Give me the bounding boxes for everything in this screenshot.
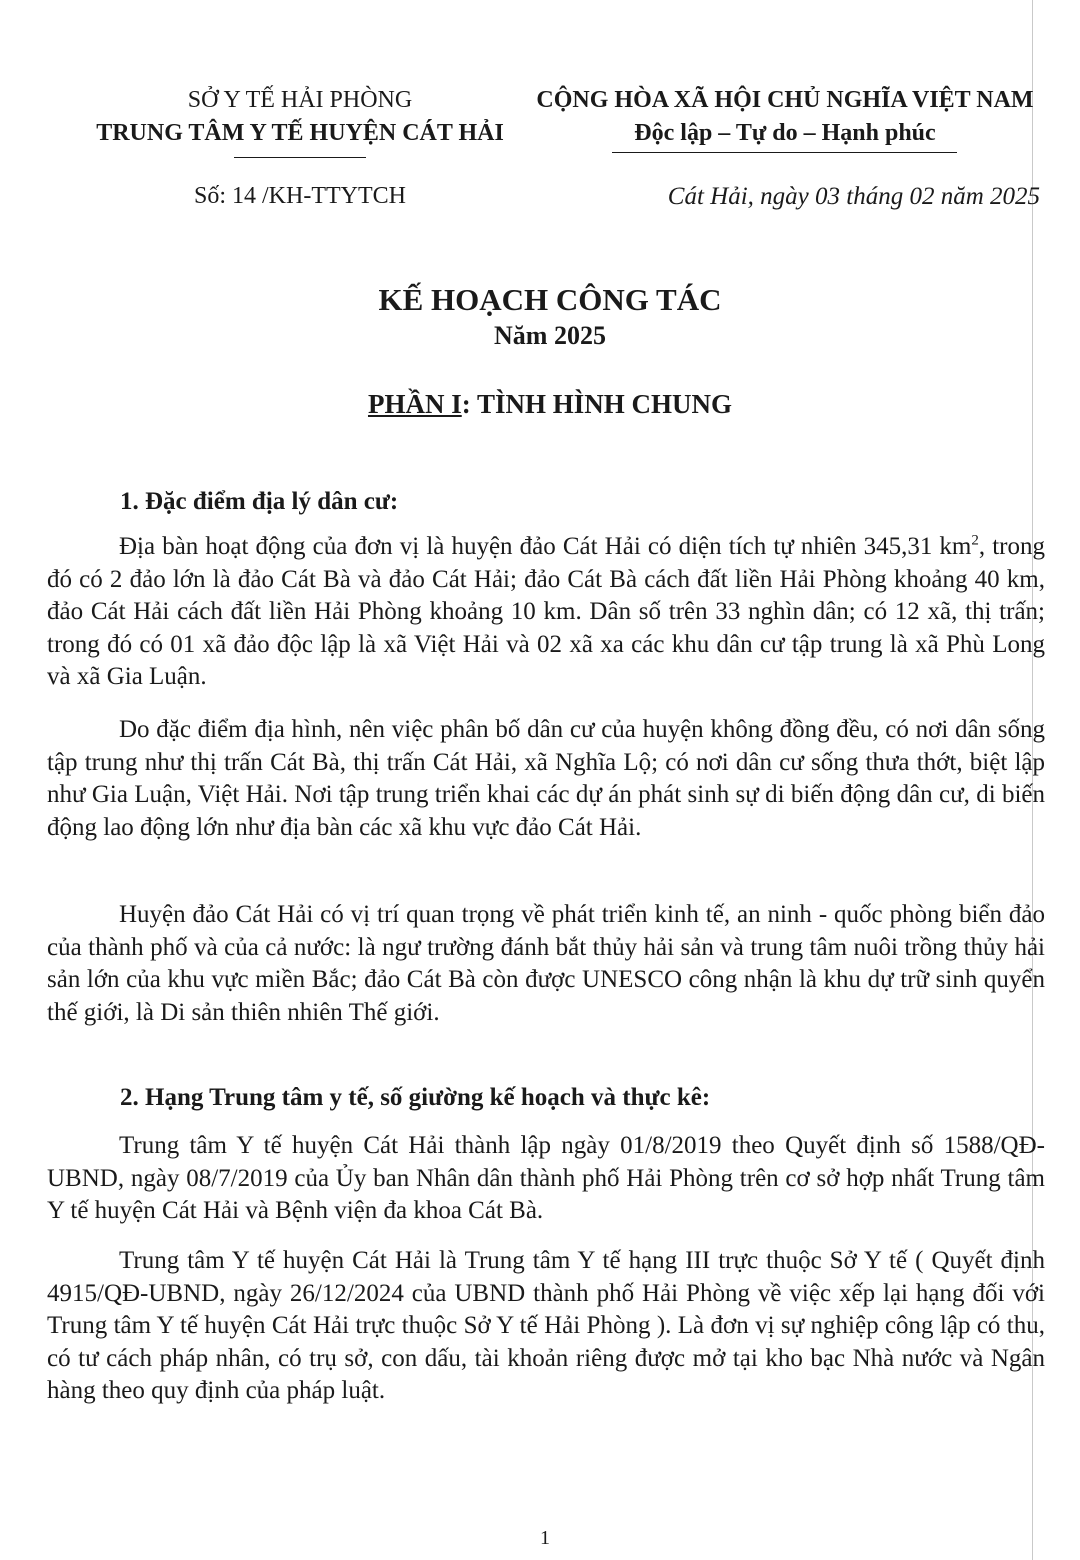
document-title: KẾ HOẠCH CÔNG TÁC bbox=[378, 282, 722, 317]
org-name: TRUNG TÂM Y TẾ HUYỆN CÁT HẢI bbox=[96, 120, 504, 146]
page-number: 1 bbox=[540, 1527, 550, 1549]
paragraph-rank: Trung tâm Y tế huyện Cát Hải là Trung tâm Y tế hạng III trực thuộc Sở Y tế ( Quyết định 4915/QĐ-UBND, ngày 26/12/2024 của UBND thành phố Hải Phòng về việc xếp lại hạng đối với Trung tâm Y tế huyện Cát Hải trực thuộc Sở Y tế Hải Phòng ). Là đơn vị sự nghiệp công lập có thu, có tư cách pháp nhân, có trụ sở, con dấu, tài khoản riêng được mở tại kho bạc Nhà nước và Ngân hàng theo quy định của pháp luật. bbox=[47, 1247, 1045, 1405]
section-title bbox=[0, 389, 1080, 420]
section-title-text: : TÌNH HÌNH CHUNG bbox=[461, 389, 733, 419]
paragraph-importance: Huyện đảo Cát Hải có vị trí quan trọng về phát triển kinh tế, an ninh - quốc phòng biển đảo của thành phố và của cả nước: là ngư trường đánh bắt thủy hải sản và trung tâm nuôi trồng thủy hải sản lớn của khu vực miền Bắc; đảo Cát Bà còn được UNESCO công nhận là khu dự trữ sinh quyển thế giới, là Di sản thiên nhiên Thế giới. bbox=[47, 901, 1045, 1026]
superscript-2: 2 bbox=[971, 532, 979, 549]
org-parent: SỞ Y TẾ HẢI PHÒNG bbox=[187, 87, 413, 113]
paragraph-area-text: Địa bàn hoạt động của đơn vị là huyện đảo Cát Hải có diện tích tự nhiên 345,31 km bbox=[119, 533, 972, 560]
org-underline bbox=[234, 157, 366, 158]
place-date: Cát Hải, ngày 03 tháng 02 năm 2025 bbox=[667, 183, 1040, 210]
paragraph-population: Do đặc điểm địa hình, nên việc phân bố dân cư của huyện không đồng đều, có nơi dân sống tập trung như thị trấn Cát Bà, thị trấn Cát Hải, xã Nghĩa Lộ; có nơi dân cư sống thưa thớt, biệt lập như Gia Luận, Việt Hải. Nơi tập trung triển khai các dự án phát sinh sự di biến động dân cư, di biến động lao động lớn như địa bàn các xã khu vực đảo Cát Hải. bbox=[47, 716, 1045, 841]
document-year: Năm 2025 bbox=[494, 321, 606, 350]
motto-underline bbox=[612, 152, 957, 153]
national-title: CỘNG HÒA XÃ HỘI CHỦ NGHĨA VIỆT NAM bbox=[536, 87, 1034, 113]
paragraph-area bbox=[47, 531, 1045, 694]
paragraph-area-text-cont: , trong đó có 2 đảo lớn là đảo Cát Bà và đảo Cát Hải; đảo Cát Bà cách đất liền Hải Phòng khoảng 40 km, đảo Cát Hải cách đất liền Hải Phòng khoảng 10 km. Dân số trên 33 nghìn dân; có 12 xã, thị trấn; trong đó có 01 xã đảo độc lập là xã Việt Hải và 02 xã xa các khu dân cư tập trung là xã Phù Long và xã Gia Luận. bbox=[47, 533, 1045, 691]
paragraph-establishment: Trung tâm Y tế huyện Cát Hải thành lập ngày 01/8/2019 theo Quyết định số 1588/QĐ-UBND, ngày 08/7/2019 của Ủy ban Nhân dân thành phố Hải Phòng trên cơ sở hợp nhất Trung tâm Y tế huyện Cát Hải và Bệnh viện đa khoa Cát Bà. bbox=[47, 1132, 1045, 1225]
heading-hospital-rank: 2. Hạng Trung tâm y tế, số giường kế hoạch và thực kê: bbox=[120, 1084, 711, 1111]
motto: Độc lập – Tự do – Hạnh phúc bbox=[634, 120, 936, 146]
section-label: PHẦN I bbox=[367, 389, 462, 419]
doc-number: Số: 14 /KH-TTYTCH bbox=[194, 183, 406, 209]
heading-geography: 1. Đặc điểm địa lý dân cư: bbox=[120, 488, 399, 515]
